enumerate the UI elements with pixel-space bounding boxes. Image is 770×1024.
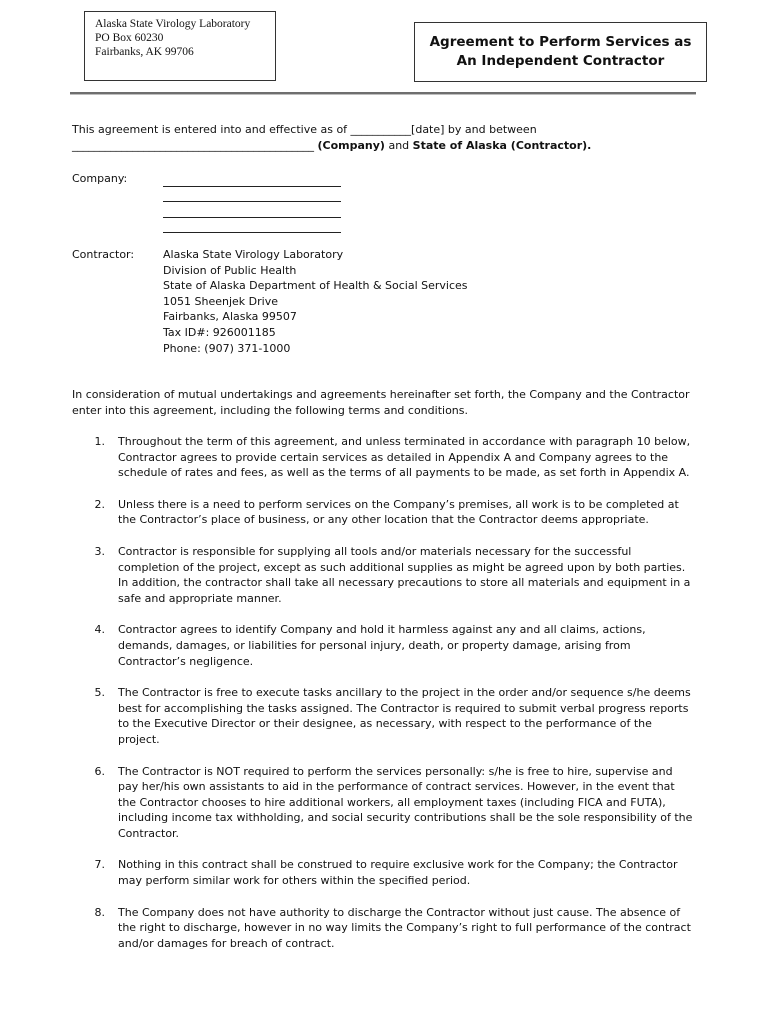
contractor-label: Contractor: <box>72 248 135 261</box>
state-party-label: State of Alaska (Contractor). <box>412 138 592 152</box>
term-text: Throughout the term of this agreement, and unless terminated in accordance with paragraph 10 below, Contractor agrees to provide certain services as detailed in Appendix A and Company agrees to the schedule of rates and fees, as well as the terms of all payments to be made, as set forth in Appendix A. <box>118 435 691 480</box>
contractor-block <box>72 247 698 356</box>
document-title-box <box>414 22 707 82</box>
contractor-line: State of Alaska Department of Health & Social Services <box>163 279 468 293</box>
document-title-line: Agreement to Perform Services as <box>429 34 692 50</box>
term-number: 3. <box>94 544 105 558</box>
company-blank-lines <box>163 171 341 233</box>
agreement-intro <box>72 122 698 153</box>
laboratory-address-box <box>84 11 276 81</box>
consideration-paragraph: In consideration of mutual undertakings and agreements hereinafter set forth, the Company and the Contractor enter into this agreement, including the following terms and conditions. <box>72 388 690 417</box>
contractor-line: Fairbanks, Alaska 99507 <box>163 310 297 324</box>
company-blank-line <box>163 187 341 203</box>
term-number: 6. <box>94 764 105 778</box>
term-text: The Company does not have authority to discharge the Contractor without just cause. The absence of the right to discharge, however in no way limits the Company’s right to full performance of the contract and/or damages for breach of contract. <box>118 905 691 950</box>
term-item <box>72 622 698 669</box>
contractor-line: Phone: (907) 371-1000 <box>163 341 291 355</box>
header-divider <box>70 92 696 95</box>
term-text: Contractor agrees to identify Company and hold it harmless against any and all claims, actions, demands, damages, or liabilities for personal injury, death, or property damage, arising from Contractor’s negligence. <box>118 623 646 668</box>
address-line: PO Box 60230 <box>95 32 164 44</box>
term-number: 5. <box>94 686 105 700</box>
contractor-line: Tax ID#: 926001185 <box>163 325 276 339</box>
term-item <box>72 434 698 481</box>
address-line: Alaska State Virology Laboratory <box>95 18 251 30</box>
terms-list <box>72 434 698 967</box>
term-item <box>72 857 698 888</box>
term-item <box>72 544 698 606</box>
and-text: and <box>388 138 410 152</box>
address-line: Fairbanks, AK 99706 <box>95 46 194 58</box>
term-text: Contractor is responsible for supplying all tools and/or materials necessary for the successful completion of the project, except as such additional supplies as might be agreed upon by both parties. In addition, the contractor shall take all necessary precautions to store all materials and equipment in a safe and appropriate manner. <box>118 544 691 605</box>
term-text: Unless there is a need to perform services on the Company’s premises, all work is to be completed at the Contractor’s place of business, or any other location that the Contractor deems appropriate. <box>118 497 679 527</box>
term-text: The Contractor is free to execute tasks ancillary to the project in the order and/or sequence s/he deems best for accomplishing the tasks assigned. The Contractor is required to submit verbal progress reports to the Executive Director or their designee, as necessary, with respect to the performance of the project. <box>118 686 691 746</box>
term-number: 2. <box>94 497 105 511</box>
company-party-label: (Company) <box>317 138 385 152</box>
term-number: 4. <box>94 623 105 637</box>
contractor-line: 1051 Sheenjek Drive <box>163 294 278 308</box>
intro-parties-line <box>72 138 698 154</box>
term-number: 7. <box>94 858 105 872</box>
company-blank-line <box>163 202 341 218</box>
company-blank-line <box>163 171 341 187</box>
term-number: 1. <box>94 435 105 448</box>
company-block <box>72 171 698 233</box>
contractor-details <box>163 247 468 356</box>
term-number: 8. <box>94 905 105 919</box>
company-label: Company: <box>72 172 128 185</box>
term-item <box>72 905 698 952</box>
company-blank-line <box>163 218 341 234</box>
term-item <box>72 685 698 747</box>
contractor-line: Alaska State Virology Laboratory <box>163 248 344 261</box>
intro-line: This agreement is entered into and effective as of ___________[date] by and between <box>72 123 537 136</box>
document-title-line: An Independent Contractor <box>456 53 665 69</box>
contractor-line: Division of Public Health <box>163 263 297 277</box>
term-item <box>72 764 698 842</box>
term-text: The Contractor is NOT required to perform the services personally: s/he is free to hire, supervise and pay her/his own assistants to aid in the performance of contract services. However, in the event that the Contractor chooses to hire additional workers, all employment taxes (including FICA and FUTA), including income tax withholding, and social security contributions shall be the sole responsibility of the Contractor. <box>118 764 693 840</box>
term-text: Nothing in this contract shall be construed to require exclusive work for the Company; the Contractor may perform similar work for others within the specified period. <box>118 858 678 888</box>
company-name-blank: ____________________________________________ <box>72 138 314 152</box>
term-item <box>72 497 698 528</box>
